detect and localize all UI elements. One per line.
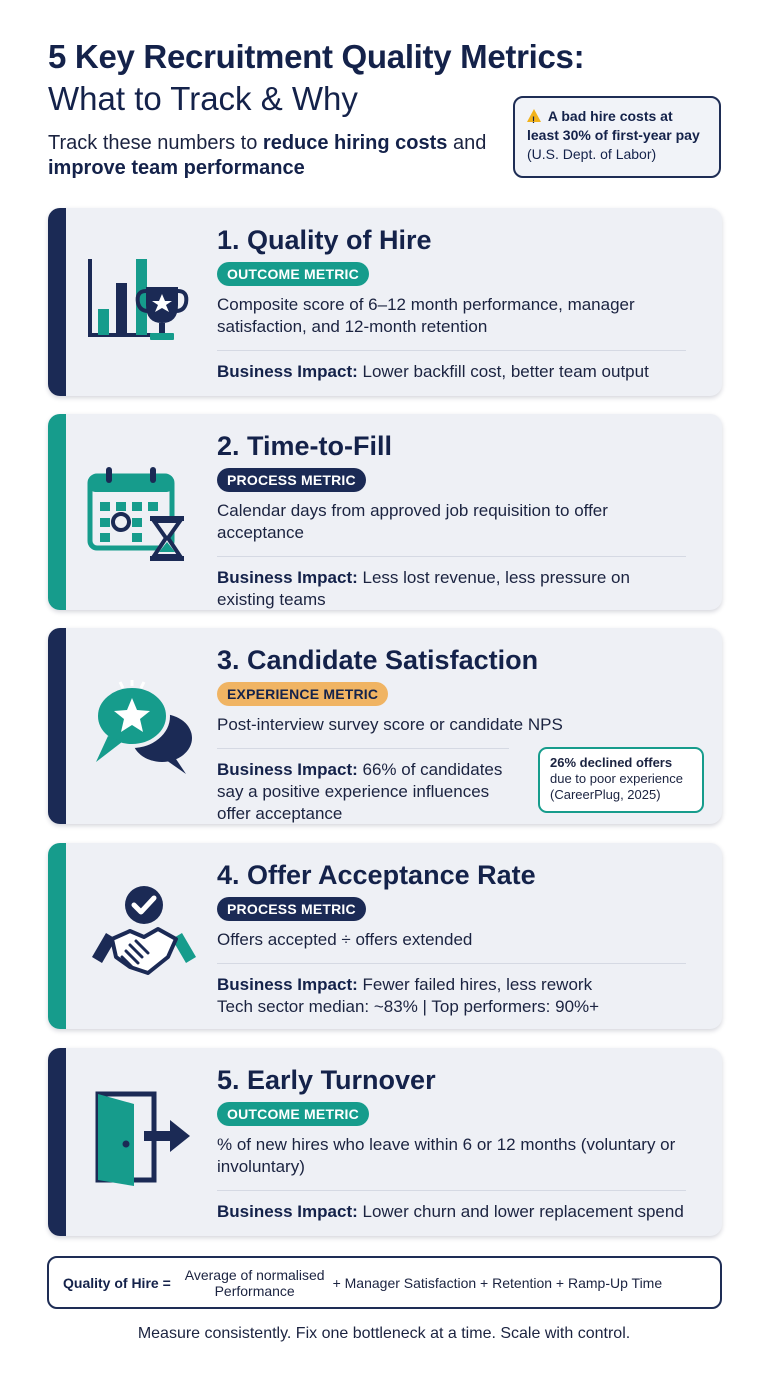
business-impact (217, 974, 686, 1018)
divider (217, 963, 686, 964)
business-impact (217, 759, 517, 824)
divider (217, 556, 686, 557)
metric-description: % of new hires who leave within 6 or 12 months (voluntary or involuntary) (217, 1135, 676, 1176)
card-content (217, 859, 686, 1018)
metric-title: 3. Candidate Satisfaction (217, 645, 539, 675)
business-impact (217, 1201, 686, 1223)
metric-tag: OUTCOME METRIC (217, 1102, 369, 1126)
subtitle-emphasis-cost: reduce hiring costs (262, 132, 448, 154)
business-impact-label: Business Impact: (217, 568, 358, 587)
callout-source: (U.S. Dept. of Labor) (527, 146, 657, 162)
metric-title: 4. Offer Acceptance Rate (217, 860, 536, 890)
bar-chart-trophy-icon (86, 253, 206, 353)
stat-source-text: due to poor experience (CareerPlug, 2025) (550, 771, 683, 802)
handshake-check-icon (86, 883, 206, 983)
quality-of-hire-formula (47, 1256, 722, 1309)
business-impact-label: Business Impact: (217, 760, 358, 779)
metric-card-candidate-satisfaction (48, 628, 722, 824)
business-impact-text: Lower churn and lower replacement spend (357, 1202, 684, 1221)
metric-tag: OUTCOME METRIC (217, 262, 369, 286)
card-accent-bar (48, 208, 66, 396)
formula-denominator: Performance (214, 1282, 295, 1299)
metric-card-time-to-fill (48, 414, 722, 610)
metric-title: 5. Early Turnover (217, 1065, 436, 1095)
benchmark-text: Tech sector median: ~83% | Top performers: 90%+ (217, 997, 600, 1016)
declined-offers-stat (538, 747, 704, 813)
formula-lhs: Quality of Hire = (63, 1274, 171, 1291)
business-impact-text: Lower backfill cost, better team output (357, 362, 649, 381)
callout-bold-text: A bad hire costs at least 30% of first-year pay (527, 108, 700, 143)
metric-card-early-turnover (48, 1048, 722, 1236)
card-content (217, 224, 686, 383)
metric-tag: EXPERIENCE METRIC (217, 682, 388, 706)
bad-hire-callout (513, 96, 721, 178)
calendar-hourglass-icon (86, 464, 206, 564)
divider (217, 1190, 686, 1191)
metric-tag: PROCESS METRIC (217, 897, 366, 921)
business-impact-text: Less lost revenue, less pressure on existing teams (217, 568, 630, 609)
card-accent-bar (48, 1048, 66, 1236)
formula-numerator: Average of normalised (184, 1266, 325, 1283)
page-subtitle (48, 131, 488, 181)
stat-bold-text: 26% declined offers (550, 755, 673, 770)
formula-fraction (185, 1267, 325, 1299)
metric-title: 2. Time-to-Fill (217, 431, 393, 461)
metric-card-quality-of-hire (48, 208, 722, 396)
formula-rest: + Manager Satisfaction + Retention + Ramp-Up Time (332, 1274, 663, 1291)
business-impact-text: Fewer failed hires, less rework (357, 975, 593, 994)
page-title: 5 Key Recruitment Quality Metrics: (48, 38, 585, 75)
metric-title: 1. Quality of Hire (217, 225, 432, 255)
business-impact-text: 66% of candidates say a positive experience influences offer acceptance (217, 760, 503, 823)
business-impact (217, 361, 686, 383)
business-impact (217, 567, 637, 610)
business-impact-label: Business Impact: (217, 1202, 358, 1221)
door-exit-icon (86, 1090, 206, 1190)
card-accent-bar (48, 628, 66, 824)
footer-tagline: Measure consistently. Fix one bottleneck at a time. Scale with control. (137, 1325, 631, 1342)
metric-description: Composite score of 6–12 month performance, manager satisfaction, and 12-month retention (217, 295, 635, 336)
metric-card-offer-acceptance-rate (48, 843, 722, 1029)
business-impact-label: Business Impact: (217, 975, 358, 994)
metric-tag: PROCESS METRIC (217, 468, 366, 492)
metric-description: Calendar days from approved job requisition to offer acceptance (217, 501, 608, 542)
card-content (217, 1064, 686, 1223)
chat-star-icon (86, 678, 206, 778)
subtitle-emphasis-performance: improve team performance (48, 157, 305, 179)
warning-icon (527, 109, 541, 122)
card-content (217, 430, 686, 610)
card-accent-bar (48, 843, 66, 1029)
subtitle-text: Track these numbers to (48, 132, 263, 154)
page-title-line2: What to Track & Why (48, 80, 358, 117)
business-impact-label: Business Impact: (217, 362, 358, 381)
metric-description: Post-interview survey score or candidate NPS (217, 715, 563, 734)
subtitle-text-and: and (447, 132, 487, 154)
card-accent-bar (48, 414, 66, 610)
divider (217, 350, 686, 351)
metric-description: Offers accepted ÷ offers extended (217, 930, 473, 949)
divider (217, 748, 509, 749)
